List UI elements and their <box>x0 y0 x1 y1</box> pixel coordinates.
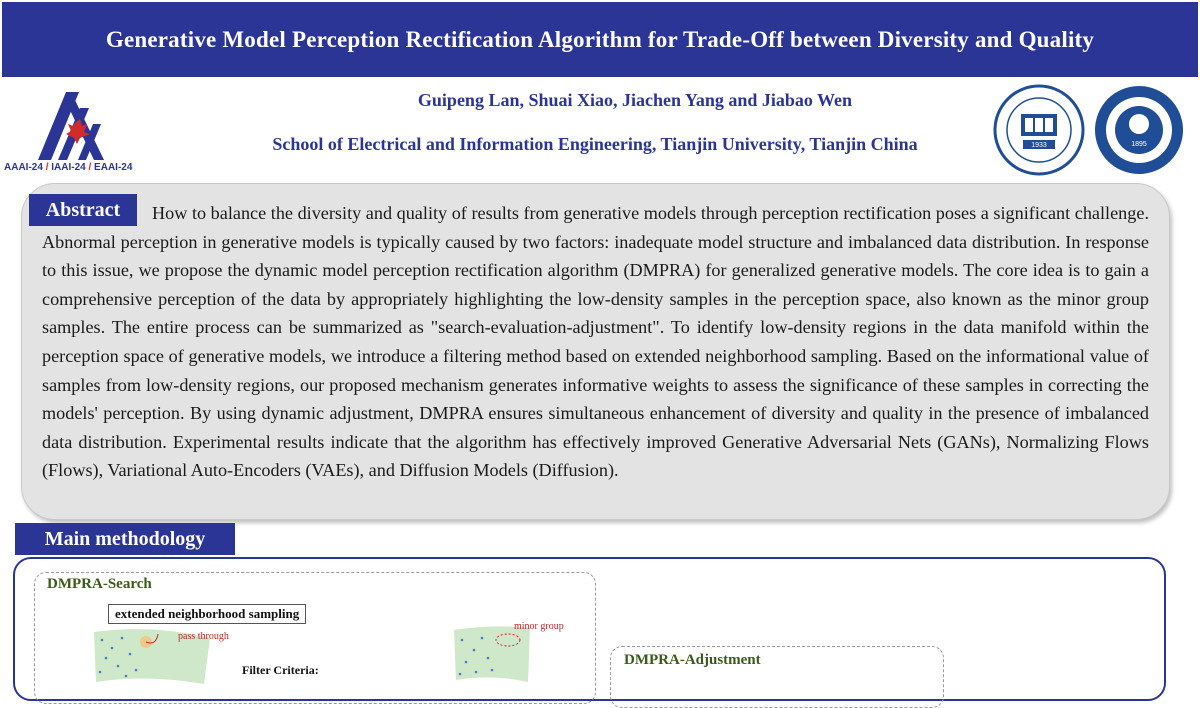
sampling-label: extended neighborhood sampling <box>108 604 306 624</box>
university-seal-left <box>993 84 1085 176</box>
search-panel-title: DMPRA-Search <box>47 576 152 592</box>
abstract-heading: Abstract <box>29 194 137 226</box>
minor-group-annotation: minor group <box>514 621 564 632</box>
pass-through-annotation: pass through <box>178 631 229 642</box>
abstract-text: How to balance the diversity and quality of results from generative models through perception rectification poses a significant challenge. Abnormal perception in generative models is typically caused by two factors: inadequate model structure and imbalanced data distribution. In response to this issue, we propose the dynamic model perception rectification algorithm (DMPRA) for generalized generative models. The core idea is to gain a comprehensive perception of the data by appropriately highlighting the low-density samples in the perception space, also known as the minor group samples. The entire process can be summarized as "search-evaluation-adjustment". To identify low-density regions in the data manifold within the perception space of generative models, we introduce a filtering method based on extended neighborhood sampling. Based on the informational value of samples from low-density regions, our proposed mechanism generates informative weights to assess the significance of these samples in correcting the models' perception. By using dynamic adjustment, DMPRA ensures simultaneous enhancement of diversity and quality in the presence of imbalanced data distribution. Experimental results indicate that the algorithm has effectively improved Generative Adversarial Nets (GANs), Normalizing Flows (Flows), Variational Auto-Encoders (VAEs), and Diffusion Models (Diffusion). <box>42 203 1149 481</box>
svg-text:1895: 1895 <box>1131 141 1147 148</box>
poster-authors: Guipeng Lan, Shuai Xiao, Jiachen Yang and Jiabao Wen <box>417 90 853 110</box>
poster-title: Generative Model Perception Rectification Algorithm for Trade-Off between Diversity and Quality <box>2 2 1198 77</box>
methodology-heading: Main methodology <box>15 523 235 555</box>
poster-affiliation: School of Electrical and Information Engineering, Tianjin University, Tianjin China <box>272 134 918 154</box>
filter-criteria-label: Filter Criteria: <box>242 663 319 677</box>
aaai-logo-text: AAAI-24 / IAAI-24 / EAAI-24 <box>4 162 133 173</box>
adjustment-panel-title: DMPRA-Adjustment <box>624 652 761 668</box>
university-seal-right <box>1093 84 1185 176</box>
svg-text:1933: 1933 <box>1031 142 1047 149</box>
